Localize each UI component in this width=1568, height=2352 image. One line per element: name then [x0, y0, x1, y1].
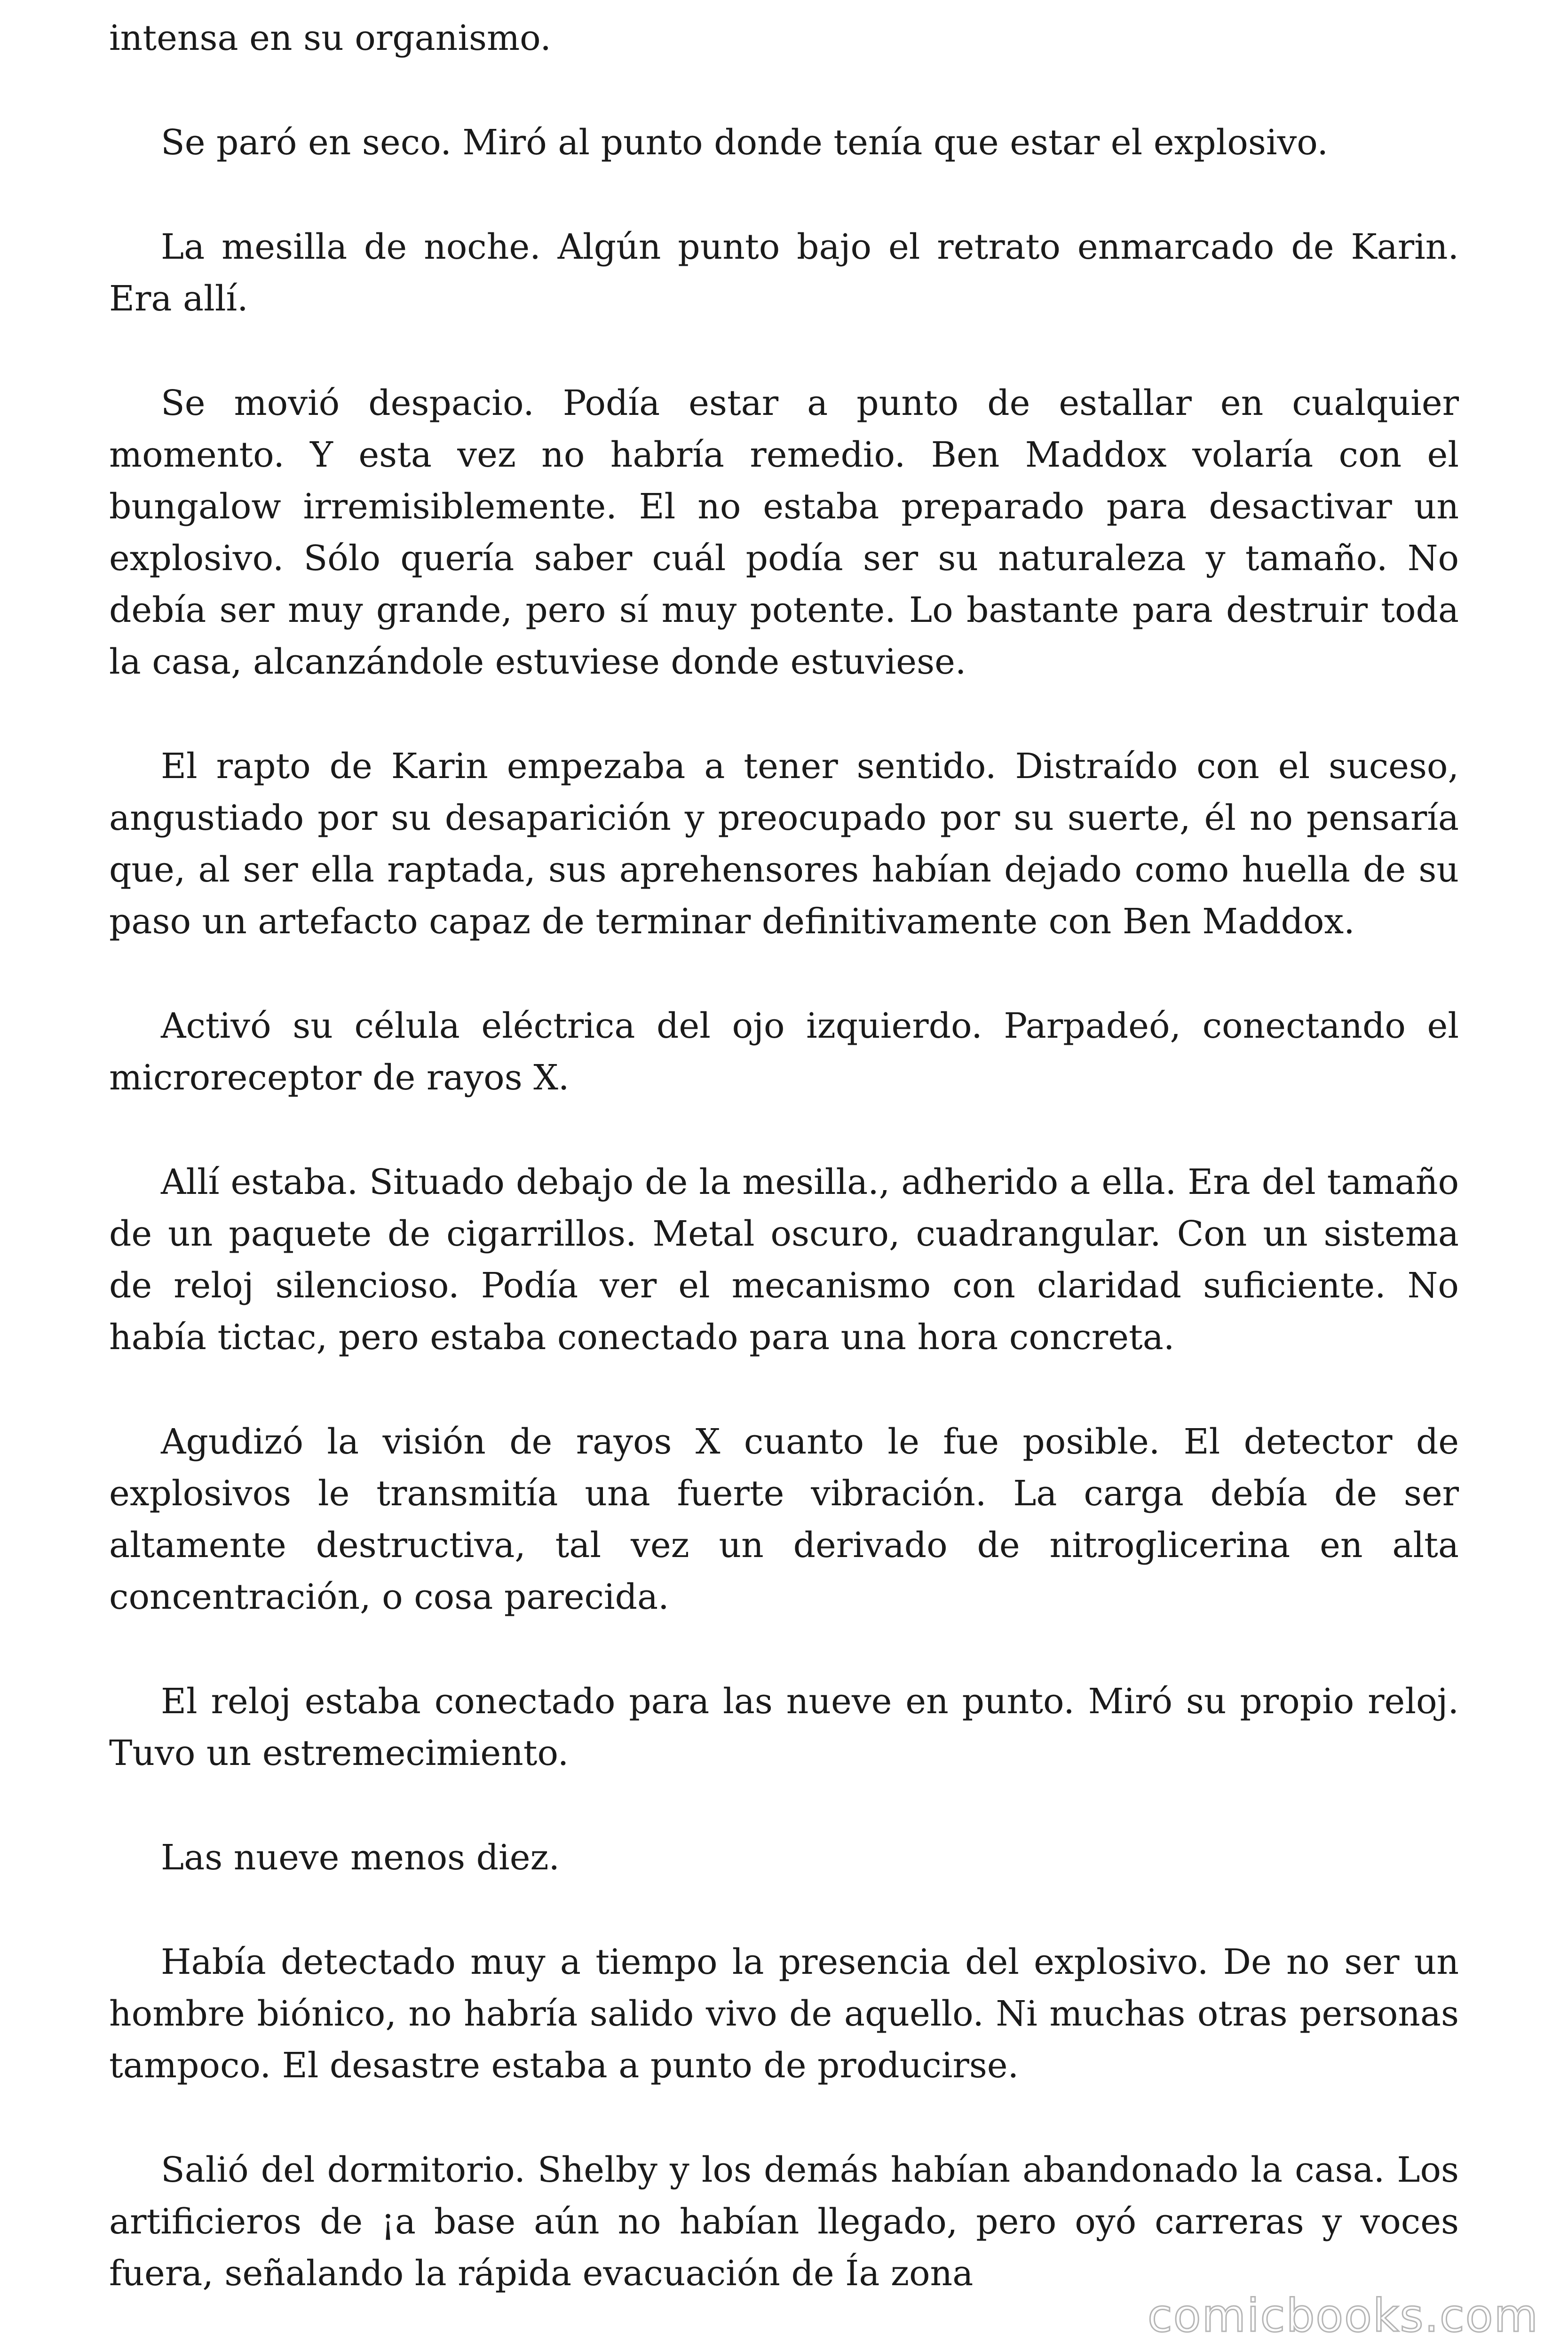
- book-page: [109, 12, 1459, 2299]
- paragraph: Se movió despacio. Podía estar a punto de estallar en cualquier momento. Y esta vez no habría remedio. Ben Maddox volaría con el bungalow irremisiblemente. El no estaba preparado para desactivar un explosivo. Sólo quería saber cuál podía ser su naturaleza y tamaño. No debía ser muy grande, pero sí muy potente. Lo bastante para destruir toda la casa, alcanzándole estuviese donde estuviese.: [109, 383, 1459, 682]
- paragraph: La mesilla de noche. Algún punto bajo el retrato enmarcado de Karin. Era allí.: [109, 227, 1459, 319]
- paragraph: intensa en su organismo.: [109, 18, 551, 58]
- paragraph: Activó su célula eléctrica del ojo izquierdo. Parpadeó, conectando el microreceptor de rayos X.: [109, 1006, 1459, 1098]
- paragraph: Las nueve menos diez.: [161, 1837, 560, 1878]
- paragraph: Agudizó la visión de rayos X cuanto le fue posible. El detector de explosivos le transmitía una fuerte vibración. La carga debía de ser altamente destructiva, tal vez un derivado de nitroglicerina en alta concentración, o cosa parecida.: [109, 1422, 1459, 1617]
- paragraph: Se paró en seco. Miró al punto donde tenía que estar el explosivo.: [161, 122, 1329, 163]
- paragraph: Había detectado muy a tiempo la presencia del explosivo. De no ser un hombre biónico, no habría salido vivo de aquello. Ni muchas otras personas tampoco. El desastre estaba a punto de producirse.: [109, 1942, 1459, 2086]
- paragraph: Allí estaba. Situado debajo de la mesilla., adherido a ella. Era del tamaño de un paquete de cigarrillos. Metal oscuro, cuadrangular. Con un sistema de reloj silencioso. Podía ver el mecanismo con claridad suficiente. No había tictac, pero estaba conectado para una hora concreta.: [109, 1162, 1459, 1358]
- paragraph: El reloj estaba conectado para las nueve en punto. Miró su propio reloj. Tuvo un estremecimiento.: [109, 1681, 1459, 1773]
- paragraph: El rapto de Karin empezaba a tener sentido. Distraído con el suceso, angustiado por su desaparición y preocupado por su suerte, él no pensaría que, al ser ella raptada, sus aprehensores habían dejado como huella de su paso un artefacto capaz de terminar definitivamente con Ben Maddox.: [109, 746, 1459, 942]
- watermark: comicbooks.com: [1147, 2289, 1539, 2342]
- paragraph: Salió del dormitorio. Shelby y los demás habían abandonado la casa. Los artificieros de ¡a base aún no habían llegado, pero oyó carreras y voces fuera, señalando la rápida evacuación de Ía zona: [109, 2150, 1459, 2294]
